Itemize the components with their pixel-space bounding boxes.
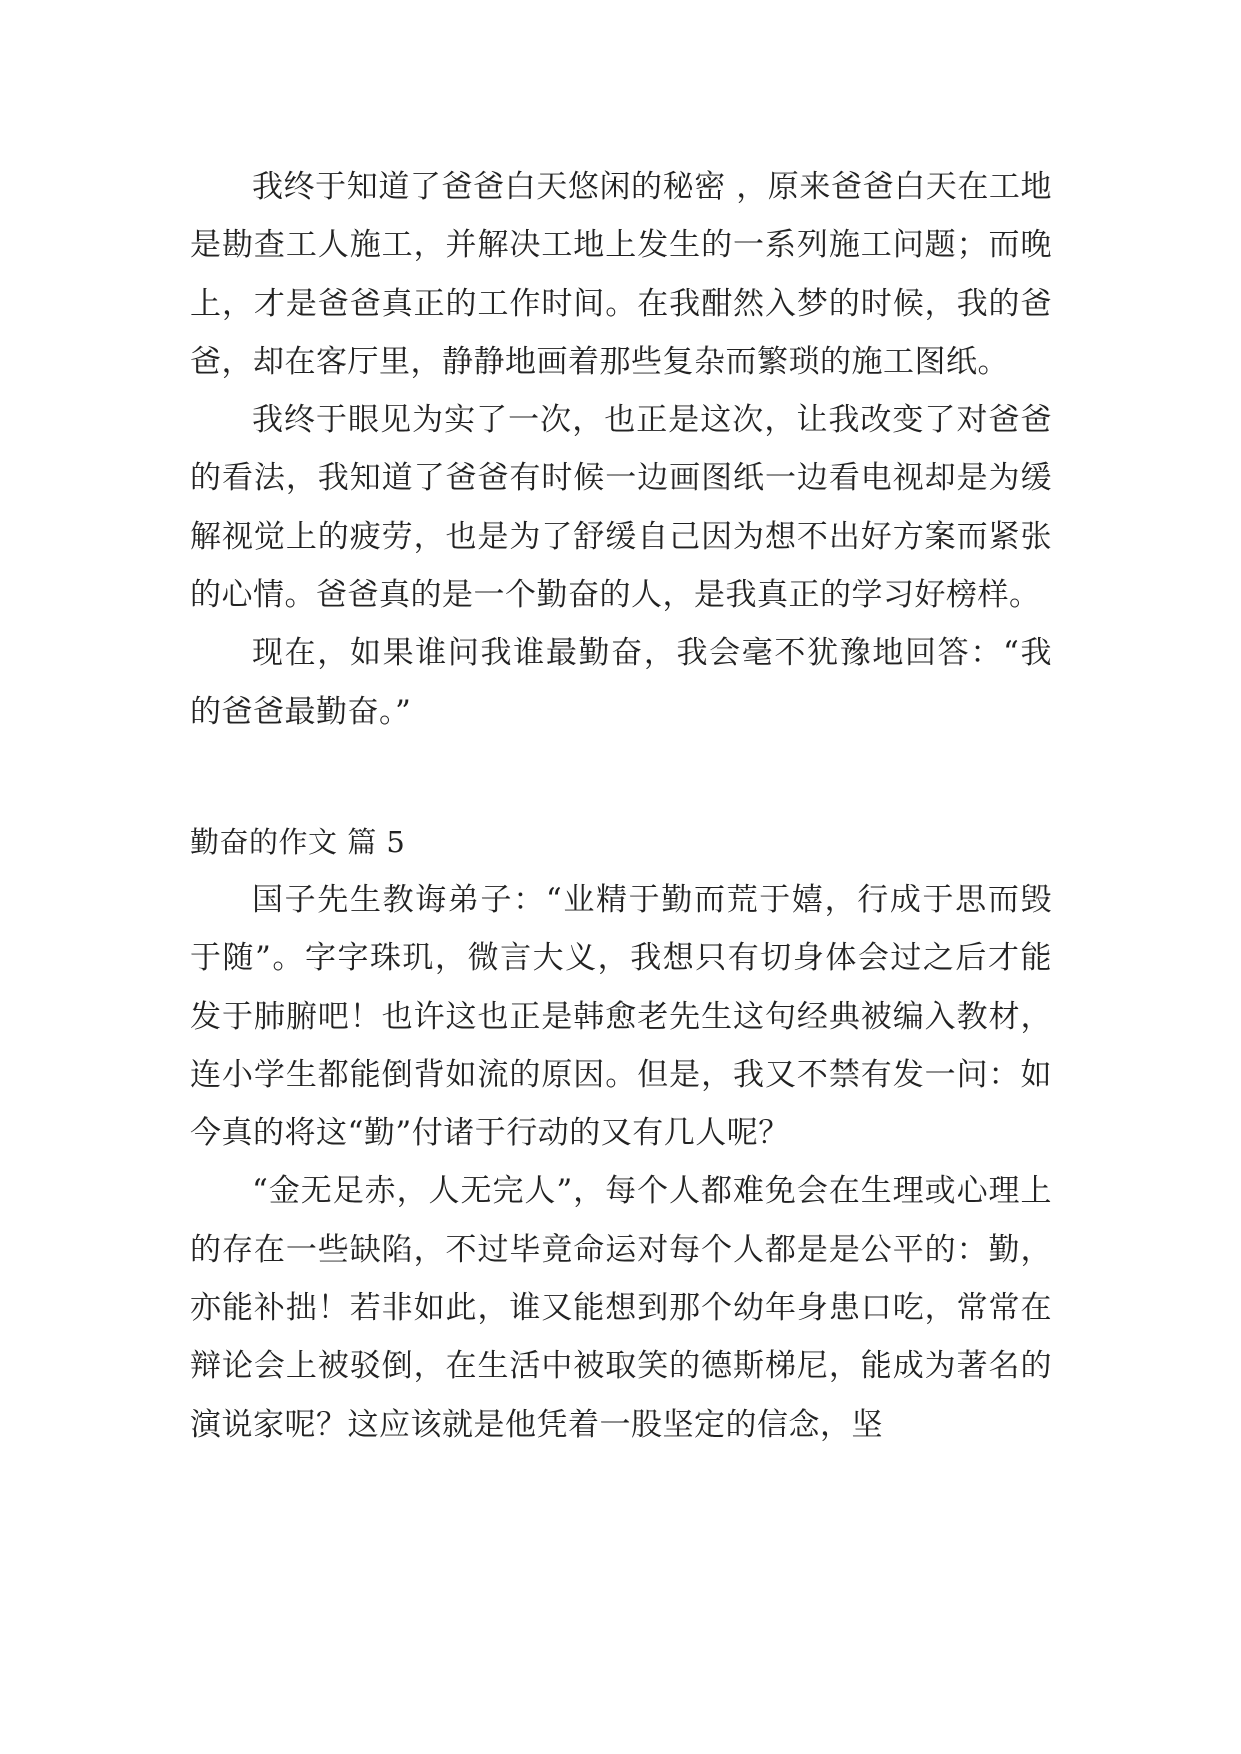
document-body [190,158,1052,1454]
paragraph-demosthenes: “金无足赤，人无完人”，每个人都难免会在生理或心理上的存在一些缺陷，不过毕竟命运对每个人都是是公平的：勤，亦能补拙！若非如此，谁又能想到那个幼年身患口吃，常常在辩论会上被驳倒，在生活中被取笑的德斯梯尼，能成为著名的演说家呢？这应该就是他凭着一股坚定的信念，坚 [190,1173,1052,1443]
paragraph-father-secret: 我终于知道了爸爸白天悠闲的秘密 ，原来爸爸白天在工地是勘查工人施工，并解决工地上发生的一系列施工问题；而晚上，才是爸爸真正的工作时间。在我酣然入梦的时候，我的爸爸，却在客厅里，静静地画着那些复杂而繁琐的施工图纸。 [190,169,1052,380]
paragraph-seeing-is-believing: 我终于眼见为实了一次，也正是这次，让我改变了对爸爸的看法，我知道了爸爸有时候一边画图纸一边看电视却是为缓解视觉上的疲劳，也是为了舒缓自己因为想不出好方案而紧张的心情。爸爸真的是一个勤奋的人，是我真正的学习好榜样。 [190,402,1052,614]
paragraph-most-diligent: 现在，如果谁问我谁最勤奋，我会毫不犹豫地回答：“我的爸爸最勤奋。” [190,635,1052,730]
paragraph-han-yu-quote: 国子先生教诲弟子：“业精于勤而荒于嬉，行成于思而毁于随”。字字珠玑，微言大义，我想只有切身体会过之后才能发于肺腑吧！也许这也正是韩愈老先生这句经典被编入教材，连小学生都能倒背如流的原因。但是，我又不禁有发一问：如今真的将这“勤”付诸于行动的又有几人呢？ [190,881,1052,1152]
section-heading: 勤奋的作文 篇 5 [190,824,406,859]
